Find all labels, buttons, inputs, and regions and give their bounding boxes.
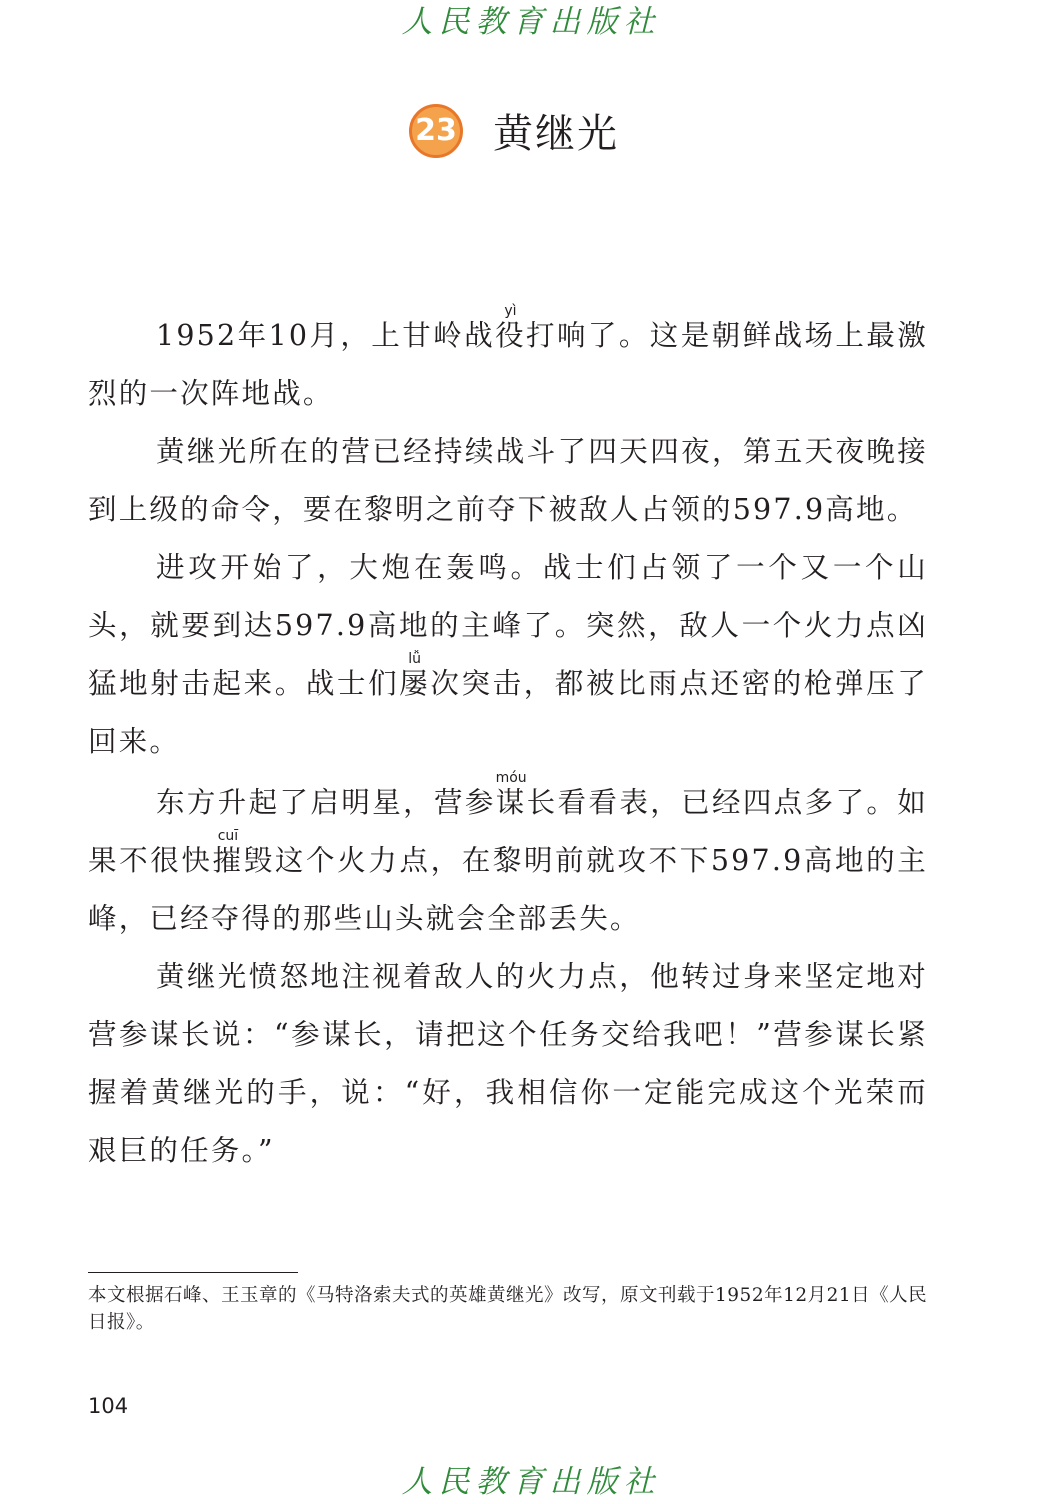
lesson-number-badge: 23 (409, 104, 463, 158)
pinyin: yì (495, 303, 526, 319)
publisher-logo-top: 人民教育出版社 (401, 4, 661, 40)
text-segment: 进攻开始了，大炮在轰鸣。战士们占领了一个又一个山头，就要到达597.9高地的主峰了。突然，敌人一个火力点凶猛地射击起来。战士们 (88, 551, 928, 700)
paragraph (88, 423, 928, 539)
publisher-logo-bottom: 人民教育出版社 (401, 1464, 661, 1500)
pinyin: cuī (212, 828, 244, 844)
footnote: 本文根据石峰、王玉章的《马特洛索夫式的英雄黄继光》改写，原文刊载于1952年12月21日《人民日报》。 (88, 1285, 928, 1333)
lesson-title: 黄继光 (493, 111, 619, 157)
text-segment: 打响了。这是朝鲜战场上最激烈的一次阵地战。 (88, 319, 928, 410)
pinyin: lǚ (399, 651, 430, 667)
paragraph (88, 539, 928, 771)
paragraph (88, 304, 928, 423)
pinyin-annotated-char: 役yì (495, 303, 527, 352)
text-segment: 东方升起了启明星，营参 (156, 786, 496, 819)
text-segment: 次突击，都被比雨点还密的枪弹压了回来。 (88, 667, 928, 758)
pinyin-annotated-char: 谋móu (495, 770, 527, 819)
text-segment: 长看看表，已经四点多了。如果不很快 (88, 786, 928, 877)
lesson-header (0, 102, 1062, 159)
body-text (88, 304, 928, 1180)
pinyin-annotated-char: 屡lǚ (399, 651, 431, 700)
text-segment: 黄继光愤怒地注视着敌人的火力点，他转过身来坚定地对营参谋长说：“参谋长，请把这个任务交给我吧！”营参谋长紧握着黄继光的手，说：“好，我相信你一定能完成这个光荣而艰巨的任务。” (88, 960, 928, 1167)
pinyin-annotated-char: 摧cuī (212, 828, 244, 877)
paragraph (88, 948, 928, 1180)
pinyin: móu (495, 770, 527, 786)
page-number: 104 (88, 1394, 129, 1418)
paragraph (88, 771, 928, 948)
text-segment: 黄继光所在的营已经持续战斗了四天四夜，第五天夜晚接到上级的命令，要在黎明之前夺下被敌人占领的597.9高地。 (88, 435, 928, 526)
text-segment: 毁这个火力点，在黎明前就攻不下597.9高地的主峰，已经夺得的那些山头就会全部丢失。 (88, 844, 928, 935)
text-segment: 1952年10月，上甘岭战 (156, 319, 496, 352)
footnote-divider (88, 1272, 298, 1273)
